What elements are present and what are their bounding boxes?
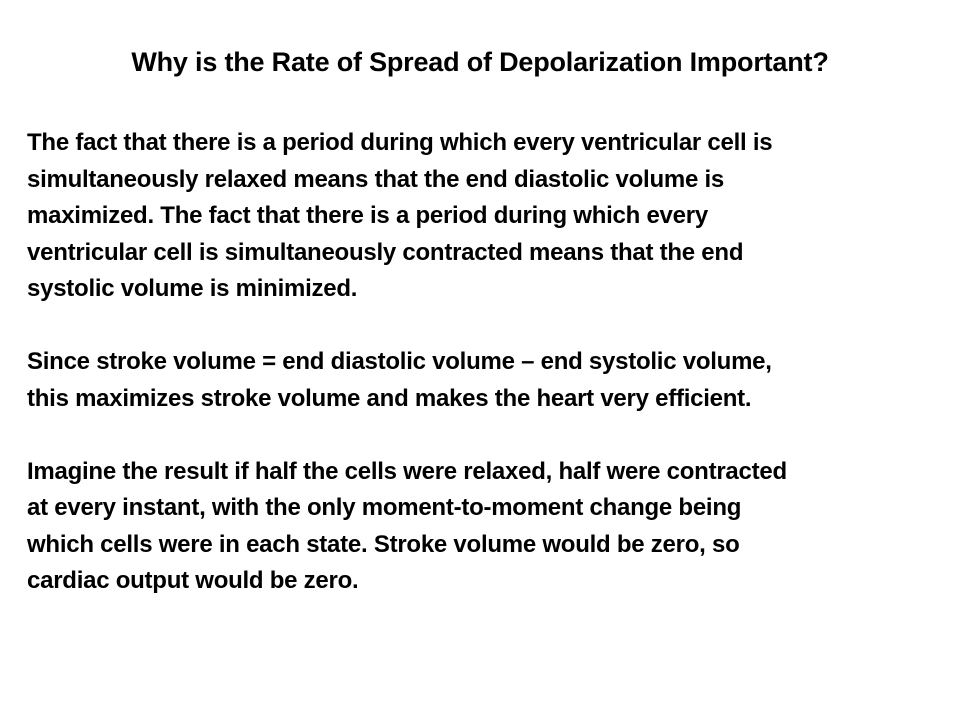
slide-body bbox=[27, 125, 942, 600]
paragraph-volumes: The fact that there is a period during which every ventricular cell is simultaneously relaxed means that the end diastolic volume is maximized. The fact that there is a period during which every ventricular cell is simultaneously contracted means that the end systolic volume is minimized. bbox=[27, 129, 773, 302]
paragraph-stroke-volume: Since stroke volume = end diastolic volume – end systolic volume, this maximizes stroke volume and makes the heart very efficient. bbox=[27, 348, 772, 412]
paragraph-imagine: Imagine the result if half the cells were relaxed, half were contracted at every instant, with the only moment-to-moment change being which cells were in each state. Stroke volume would be zero, so cardiac output would be zero. bbox=[27, 457, 787, 594]
slide-title: Why is the Rate of Spread of Depolarization Important? bbox=[131, 47, 829, 77]
